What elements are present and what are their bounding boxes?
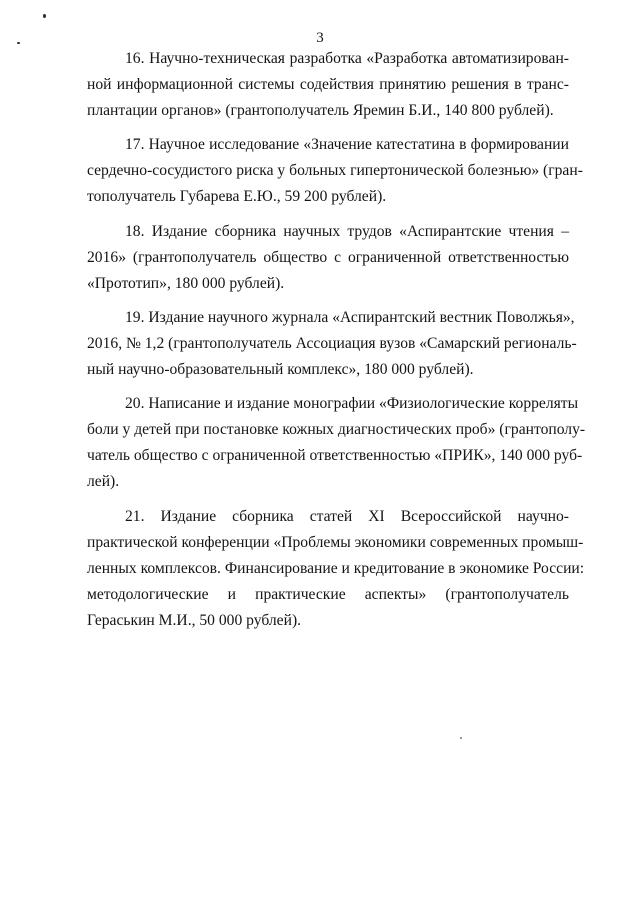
text-line: 18. Издание сборника научных трудов «Аспирантские чтения – bbox=[125, 222, 569, 240]
text-line: ленных комплексов. Финансирование и кредитование в экономике России: bbox=[87, 559, 585, 577]
scan-speck bbox=[460, 737, 462, 739]
text-line: тополучатель Губарева Е.Ю., 59 200 рублей). bbox=[87, 188, 387, 206]
list-item-20 bbox=[87, 391, 586, 495]
text-line: ный научно-образовательный комплекс», 180 000 рублей). bbox=[87, 361, 474, 379]
list-item-21 bbox=[87, 504, 585, 634]
text-line: 17. Научное исследование «Значение катестатина в формировании bbox=[125, 136, 569, 154]
text-line: методологические и практические аспекты» (грантополучатель bbox=[87, 585, 569, 603]
text-line: сердечно-сосудистого риска у больных гипертонической болезнью» (гран- bbox=[87, 162, 583, 180]
page-number: 3 bbox=[316, 30, 324, 46]
text-line: Гераськин М.И., 50 000 рублей). bbox=[87, 611, 302, 629]
text-line: практической конференции «Проблемы экономики современных промыш- bbox=[87, 533, 584, 551]
text-line: 16. Научно-техническая разработка «Разработка автоматизирован- bbox=[125, 50, 569, 67]
list-item-17 bbox=[87, 132, 583, 210]
text-line: 21. Издание сборника статей XI Всероссийской научно- bbox=[125, 507, 569, 525]
scan-speck bbox=[43, 14, 46, 18]
text-line: «Прототип», 180 000 рублей). bbox=[87, 274, 285, 292]
text-line: лей). bbox=[87, 473, 120, 491]
text-line: 19. Издание научного журнала «Аспирантский вестник Поволжья», bbox=[125, 308, 575, 326]
text-line: ной информационной системы содействия принятию решения в транс- bbox=[87, 76, 569, 94]
text-line: чатель общество с ограниченной ответственностью «ПРИК», 140 000 руб- bbox=[87, 447, 583, 465]
list-item-19 bbox=[87, 305, 577, 383]
text-line: плантации органов» (грантополучатель Яремин Б.И., 140 800 рублей). bbox=[87, 102, 554, 120]
text-line: 2016, № 1,2 (грантополучатель Ассоциация вузов «Самарский региональ- bbox=[87, 334, 577, 352]
text-line: 2016» (грантополучатель общество с ограниченной ответственностью bbox=[87, 248, 569, 266]
text-line: 20. Написание и издание монографии «Физиологические корреляты bbox=[125, 395, 579, 413]
text-line: боли у детей при постановке кожных диагностических проб» (грантополу- bbox=[87, 421, 586, 439]
document-body bbox=[87, 46, 586, 642]
list-item-18 bbox=[87, 219, 569, 297]
list-item-16 bbox=[87, 46, 569, 124]
